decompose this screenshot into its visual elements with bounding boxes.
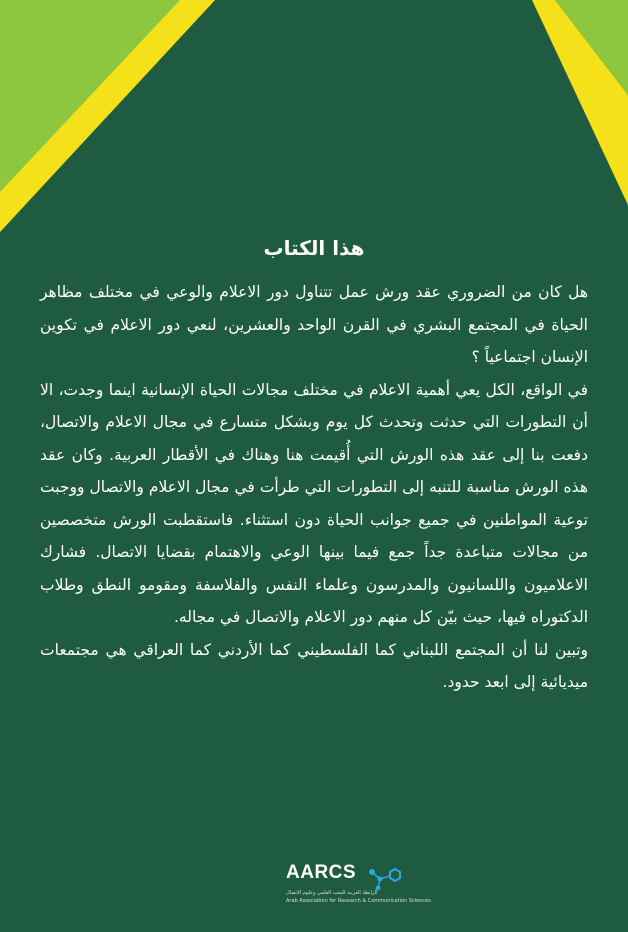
publisher-english-name: Arab Association for Research & Communication Sciences [286,898,431,904]
book-description [40,276,588,699]
publisher-logo [286,862,436,912]
description-paragraph-2: في الواقع، الكل يعي أهمية الاعلام في مختلف مجالات الحياة الإنسانية اينما وجدت، الا أن التطورات التي حدثت وتحدث كل يوم وبشكل متسارع في مجال الاعلام والاتصال، دفعت بنا إلى عقد هذه الورش التي أُقيمت هنا وهناك في الأقطار العربية. وكان عقد هذه الورش مناسبة للتنبه إلى التطورات التي طرأت في مجال الاعلام والاتصال ووجبت توعية المواطنين في جميع جوانب الحياة دون استثناء. فاستقطبت الورش متخصصين من مجالات متباعدة جداً جمع فيما بينها الوعي والاهتمام بقضايا الاتصال. فشارك الاعلاميون واللسانيون والمدرسون وعلماء النفس والفلاسفة ومقومو النطق وطلاب الدكتوراه فيها، حيث بيّن كل منهم دور الاعلام والاتصال في مجاله. [40,380,588,626]
description-paragraph-3: وتبين لنا أن المجتمع اللبناني كما الفلسطيني كما الأردني كما العراقي هي مجتمعات ميديائية إلى ابعد حدود. [40,640,588,691]
section-heading: هذا الكتاب [263,236,365,260]
publisher-logo-name: AARCS [286,862,357,883]
publisher-arabic-name: الرابطة العربية للبحث العلمي وعلوم الاتصال [286,890,378,896]
description-paragraph-1: هل كان من الضروري عقد ورش عمل تتناول دور الاعلام والوعي في مختلف مظاهر الحياة في المجتمع البشري في القرن الواحد والعشرين، لنعي دور الاعلام في تكوين الإنسان اجتماعياً ؟ [40,283,588,366]
molecule-icon [366,864,402,892]
